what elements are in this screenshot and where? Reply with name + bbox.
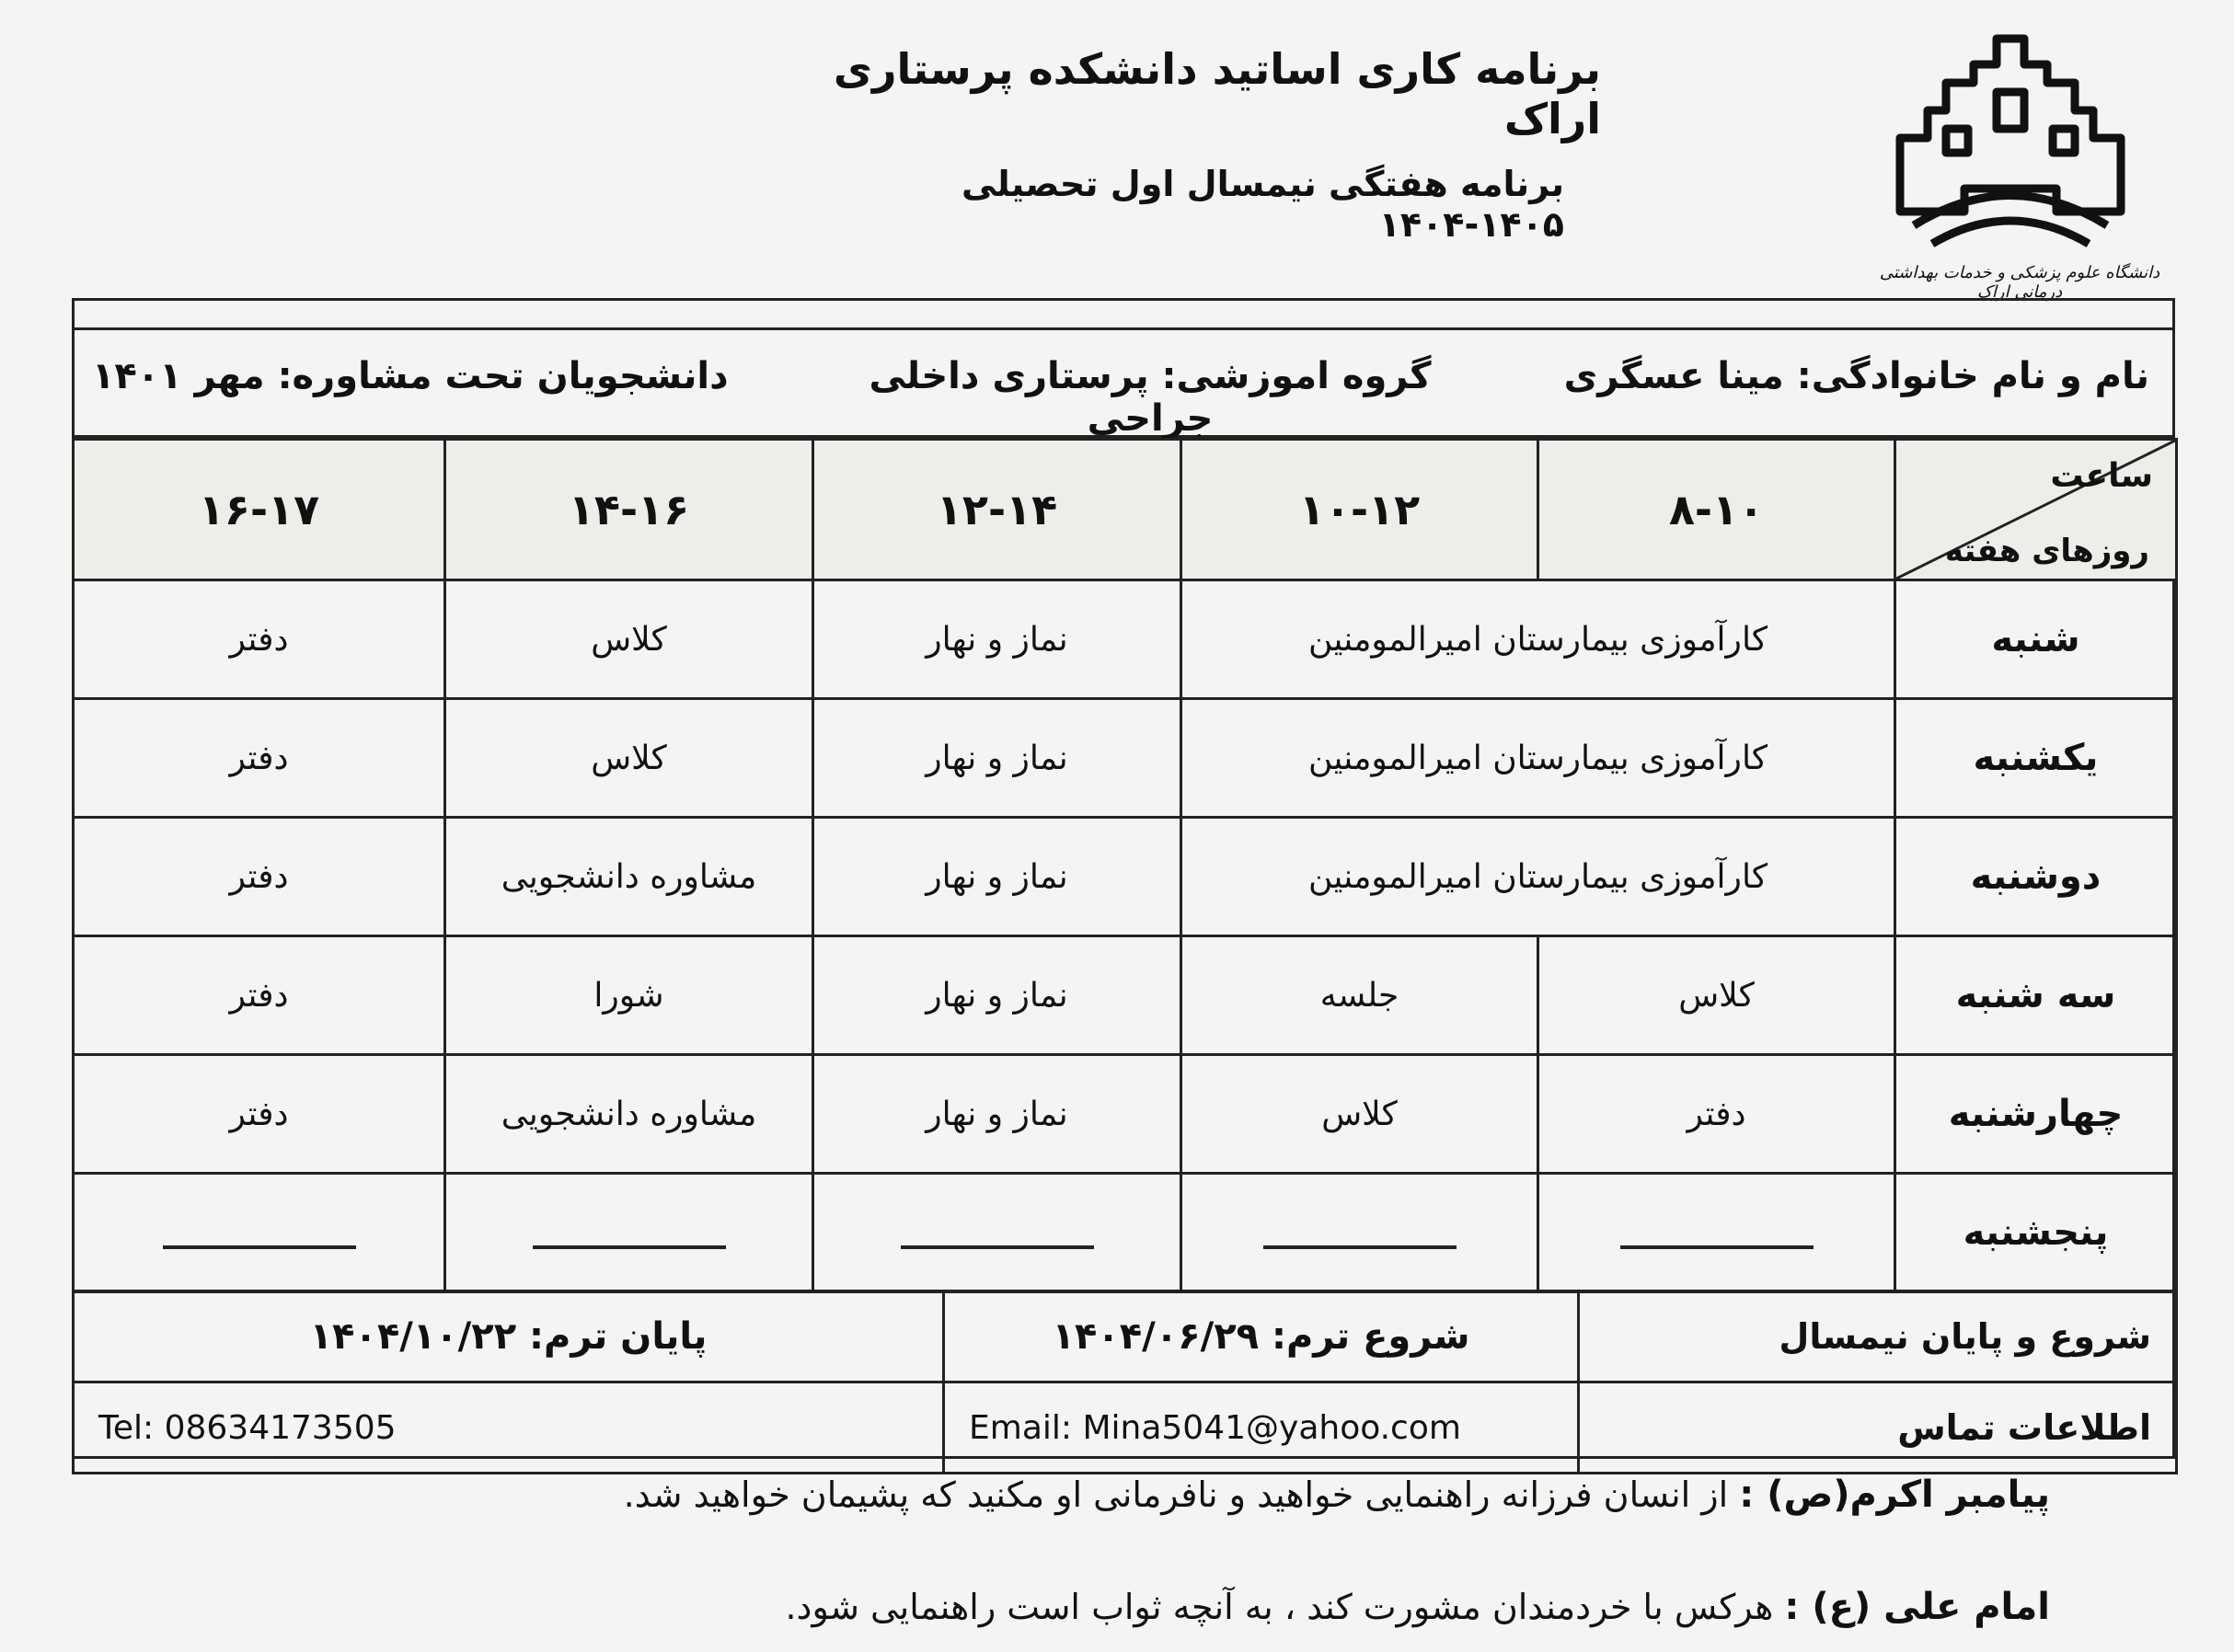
schedule-cell: کارآموزی بیمارستان امیرالمومنین bbox=[1181, 818, 1895, 936]
table-row bbox=[74, 699, 2177, 818]
empty-cell bbox=[1181, 1174, 1538, 1292]
empty-cell bbox=[813, 1174, 1181, 1292]
schedule-cell: کلاس bbox=[1538, 936, 1895, 1055]
department-group: گروه اموزشی: پرستاری داخلی جراحی bbox=[869, 355, 1432, 440]
logo-caption: دانشگاه علوم پزشکی و خدمات بهداشتی درمانی اراک bbox=[1879, 263, 2160, 302]
table-row bbox=[74, 936, 2177, 1055]
quote-imam-ali bbox=[785, 1586, 2050, 1628]
time-slot-header: ۱۴-۱۶ bbox=[445, 440, 813, 580]
days-header-label: روزهای هفته bbox=[1944, 533, 2149, 569]
weekly-schedule-table bbox=[72, 438, 2178, 1293]
schedule-cell: کلاس bbox=[445, 580, 813, 699]
contact-row bbox=[74, 1382, 2177, 1474]
day-cell: پنجشنبه bbox=[1895, 1174, 2177, 1292]
empty-dash bbox=[533, 1245, 726, 1249]
empty-dash bbox=[1620, 1245, 1814, 1249]
contact-email: Email: Mina5041@yahoo.com bbox=[944, 1382, 1579, 1474]
quote-author: پیامبر اکرم(ص) : bbox=[1739, 1474, 2050, 1516]
table-row bbox=[74, 580, 2177, 699]
page-subtitle: برنامه هفتگی نیمسال اول تحصیلی ۱۴۰۵-۱۴۰۴ bbox=[961, 164, 1564, 245]
time-header-label: ساعت bbox=[2050, 457, 2153, 495]
time-slot-header: ۱۰-۱۲ bbox=[1181, 440, 1538, 580]
schedule-cell: جلسه bbox=[1181, 936, 1538, 1055]
empty-dash bbox=[901, 1245, 1094, 1249]
table-row bbox=[74, 1055, 2177, 1174]
semester-end: پایان ترم: ۱۴۰۴/۱۰/۲۲ bbox=[74, 1291, 944, 1382]
day-cell: دوشنبه bbox=[1895, 818, 2177, 936]
schedule-cell: مشاوره دانشجویی bbox=[445, 1055, 813, 1174]
contact-label: اطلاعات تماس bbox=[1579, 1382, 2177, 1474]
page-title: برنامه کاری اساتید دانشکده پرستاری اراک bbox=[833, 44, 1601, 143]
table-row bbox=[74, 1174, 2177, 1292]
quote-author: امام علی (ع) : bbox=[1784, 1586, 2050, 1628]
time-slot-header: ۸-۱۰ bbox=[1538, 440, 1895, 580]
schedule-cell: شورا bbox=[445, 936, 813, 1055]
university-logo-icon bbox=[1859, 28, 2162, 258]
schedule-cell: نماز و نهار bbox=[813, 936, 1181, 1055]
contact-phone: Tel: 08634173505 bbox=[74, 1382, 944, 1474]
schedule-cell: کلاس bbox=[445, 699, 813, 818]
schedule-cell: نماز و نهار bbox=[813, 699, 1181, 818]
table-row bbox=[74, 818, 2177, 936]
empty-dash bbox=[1263, 1245, 1457, 1249]
empty-cell bbox=[74, 1174, 445, 1292]
schedule-cell: دفتر bbox=[74, 818, 445, 936]
day-cell: سه شنبه bbox=[1895, 936, 2177, 1055]
semester-start: شروع ترم: ۱۴۰۴/۰۶/۲۹ bbox=[944, 1291, 1579, 1382]
schedule-cell: دفتر bbox=[74, 699, 445, 818]
schedule-cell: کارآموزی بیمارستان امیرالمومنین bbox=[1181, 580, 1895, 699]
day-cell: یکشنبه bbox=[1895, 699, 2177, 818]
semester-row bbox=[74, 1291, 2177, 1382]
day-cell: چهارشنبه bbox=[1895, 1055, 2177, 1174]
quote-text: هرکس با خردمندان مشورت کند ، به آنچه ثواب است راهنمایی شود. bbox=[785, 1587, 1774, 1627]
advisees-info: دانشجویان تحت مشاوره: مهر ۱۴۰۱ bbox=[92, 355, 729, 397]
empty-cell bbox=[445, 1174, 813, 1292]
schedule-cell: نماز و نهار bbox=[813, 580, 1181, 699]
empty-dash bbox=[163, 1245, 356, 1249]
instructor-name: نام و نام خانوادگی: مینا عسگری bbox=[1563, 355, 2149, 397]
schedule-cell: نماز و نهار bbox=[813, 818, 1181, 936]
semester-label: شروع و پایان نیمسال bbox=[1579, 1291, 2177, 1382]
schedule-cell: مشاوره دانشجویی bbox=[445, 818, 813, 936]
schedule-cell: نماز و نهار bbox=[813, 1055, 1181, 1174]
table-header-row bbox=[74, 440, 2177, 580]
schedule-cell: کارآموزی بیمارستان امیرالمومنین bbox=[1181, 699, 1895, 818]
schedule-cell: دفتر bbox=[1538, 1055, 1895, 1174]
schedule-cell: دفتر bbox=[74, 936, 445, 1055]
schedule-cell: کلاس bbox=[1181, 1055, 1538, 1174]
time-slot-header: ۱۲-۱۴ bbox=[813, 440, 1181, 580]
schedule-cell: دفتر bbox=[74, 580, 445, 699]
quote-text: از انسان فرزانه راهنمایی خواهید و نافرمانی او مکنید که پشیمان خواهید شد. bbox=[623, 1474, 1729, 1515]
empty-cell bbox=[1538, 1174, 1895, 1292]
day-cell: شنبه bbox=[1895, 580, 2177, 699]
semester-contact-table bbox=[72, 1290, 2178, 1474]
corner-header-cell bbox=[1895, 440, 2177, 580]
time-slot-header: ۱۶-۱۷ bbox=[74, 440, 445, 580]
schedule-cell: دفتر bbox=[74, 1055, 445, 1174]
quote-prophet bbox=[624, 1474, 2050, 1516]
